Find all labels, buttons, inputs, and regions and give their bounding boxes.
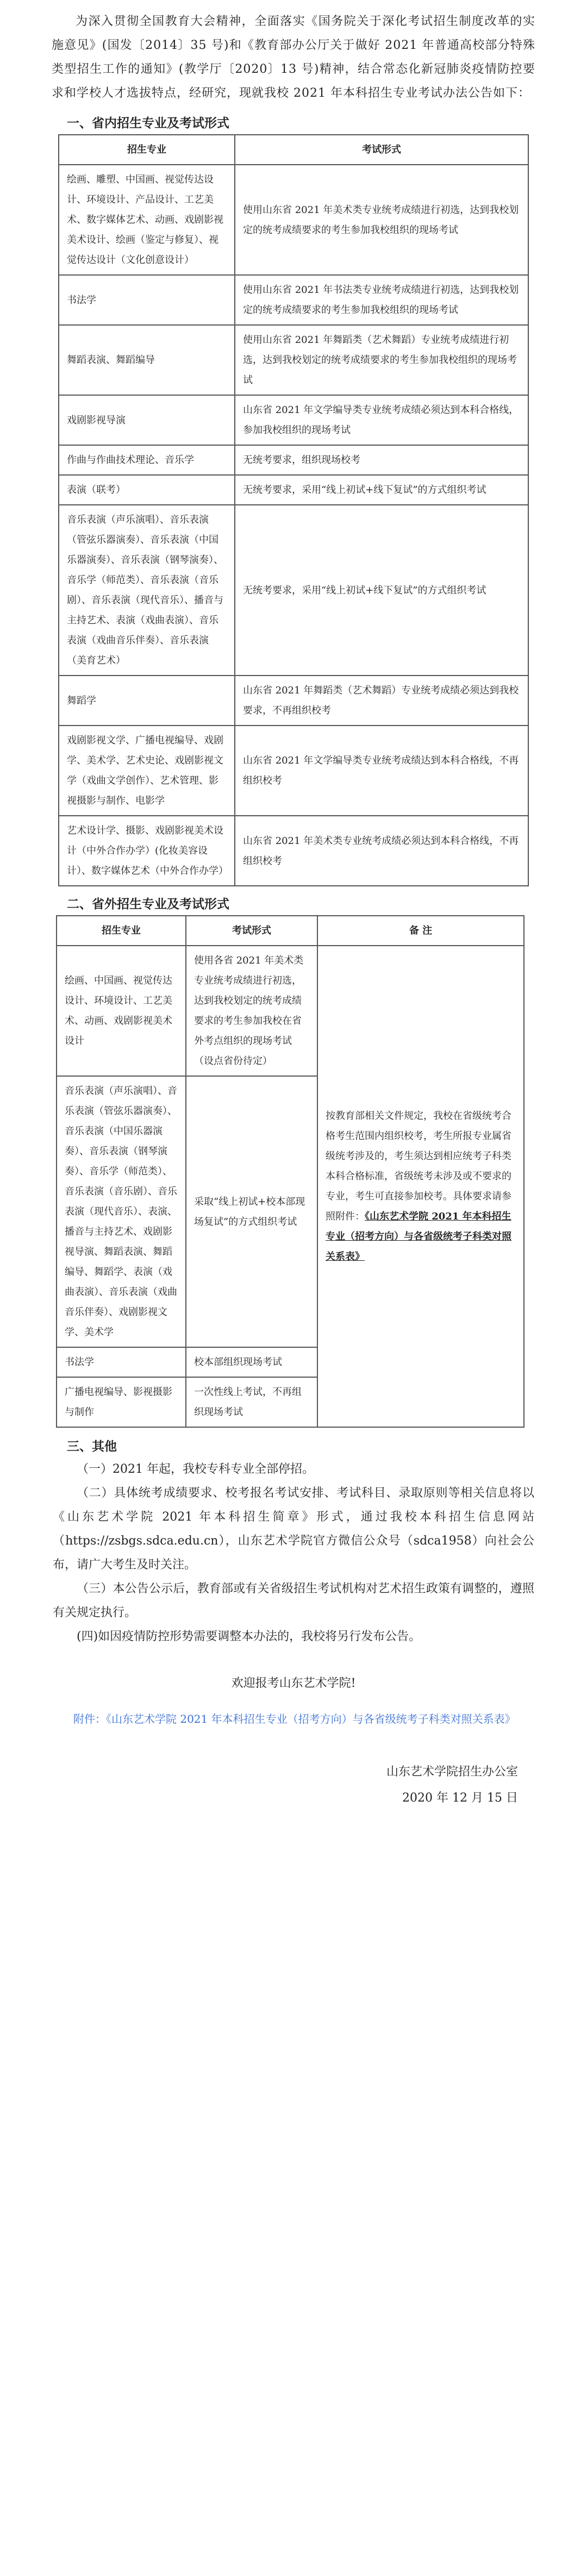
col-major-header: 招生专业 [57,916,186,946]
exam-cell: 无统考要求，采用“线上初试+线下复试”的方式组织考试 [235,475,528,505]
table-header-row [57,916,524,946]
section3-heading: 三、其他 [67,1439,117,1454]
other-item: (四)如因疫情防控形势需要调整本办法的，我校将另行发布公告。 [77,1630,421,1643]
table-row [59,275,528,325]
section1-heading: 一、省内招生专业及考试形式 [67,116,229,130]
major-cell: 作曲与作曲技术理论、音乐学 [59,445,235,475]
major-cell: 舞蹈学 [59,676,235,726]
signature-block [46,1759,518,1811]
table-row [59,726,528,816]
exam-cell: 无统考要求，采用“线上初试+线下复试”的方式组织考试 [235,505,528,676]
exam-cell: 山东省 2021 年美术类专业统考成绩必须达到本科合格线，不再组织校考 [235,816,528,886]
exam-cell: 无统考要求，组织现场校考 [235,445,528,475]
major-cell: 书法学 [57,1347,186,1377]
major-cell: 戏剧影视文学、广播电视编导、戏剧学、美术学、艺术史论、戏剧影视文学（戏曲文学创作）、艺术管理、影视摄影与制作、电影学 [59,726,235,816]
col-note-header: 备 注 [317,916,524,946]
signature-org: 山东艺术学院招生办公室 [386,1765,518,1779]
out-province-table [56,915,524,1428]
table-row [57,946,524,1076]
col-exam-header: 考试形式 [186,916,317,946]
table-row [59,676,528,726]
signature-date: 2020 年 12 月 15 日 [402,1791,518,1805]
attachment-link[interactable]: 附件：《山东艺术学院 2021 年本科招生专业（招考方向）与各省级统考子科类对照关系表》 [73,1712,516,1725]
col-major-header: 招生专业 [59,135,235,165]
exam-cell: 山东省 2021 年文学编导类专业统考成绩必须达到本科合格线，参加我校组织的现场考试 [235,395,528,445]
section3 [46,1436,541,1649]
major-cell: 绘画、中国画、视觉传达设计、环境设计、工艺美术、动画、戏剧影视美术设计 [57,946,186,1076]
exam-cell: 使用各省 2021 年美术类专业统考成绩进行初选，达到我校划定的统考成绩要求的考生参加我校在省外考点组织的现场考试（设点省份待定） [186,946,317,1076]
exam-cell: 山东省 2021 年舞蹈类（艺术舞蹈）专业统考成绩必须达到我校要求，不再组织校考 [235,676,528,726]
other-item: （三）本公告公示后，教育部或有关省级招生考试机构对艺术招生政策有调整的，遵照有关规定执行。 [53,1582,534,1620]
table-row [59,395,528,445]
table-row [59,165,528,275]
exam-cell: 山东省 2021 年文学编导类专业统考成绩达到本科合格线，不再组织校考 [235,726,528,816]
major-cell: 音乐表演（声乐演唱）、音乐表演（管弦乐器演奏）、音乐表演（中国乐器演奏）、音乐表演（钢琴演奏）、音乐学（师范类）、音乐表演（音乐剧）、音乐表演（现代音乐）、表演、播音与主持艺术、戏剧影视导演、舞蹈表演、舞蹈编导、舞蹈学、表演（戏曲表演）、音乐表演（戏曲音乐伴奏）、戏剧影视文学、美术学 [57,1076,186,1347]
exam-cell: 使用山东省 2021 年书法类专业统考成绩进行初选，达到我校划定的统考成绩要求的考生参加我校组织的现场考试 [235,275,528,325]
note-attachment-link[interactable]: 《山东艺术学院 2021 年本科招生专业（招考方向）与各省级统考子科类对照关系表》 [326,1211,511,1262]
major-cell: 戏剧影视导演 [59,395,235,445]
note-text: 按教育部相关文件规定，我校在省级统考合格考生范围内组织校考，考生所报专业属省级统考涉及的，考生须达到相应统考子科类本科合格标准，省级统考未涉及或不要求的专业，考生可直接参加校考。具体要求请参照附件： [326,1110,511,1222]
major-cell: 舞蹈表演、舞蹈编导 [59,325,235,395]
col-exam-header: 考试形式 [235,135,528,165]
table-row [59,325,528,395]
major-cell: 广播电视编导、影视摄影与制作 [57,1377,186,1427]
other-item: （二）具体统考成绩要求、校考报名考试安排、考试科目、录取原则等相关信息将以《山东艺术学院 2021 年本科招生简章》形式，通过我校本科招生信息网站（https://zsbgs.sdca.edu.cn），山东艺术学院官方微信公众号（sdca1958）向社会公布，请广大考生及时关注。 [53,1486,534,1572]
exam-cell: 使用山东省 2021 年舞蹈类（艺术舞蹈）专业统考成绩进行初选，达到我校划定的统考成绩要求的考生参加我校组织的现场考试 [235,325,528,395]
major-cell: 书法学 [59,275,235,325]
table-row [59,445,528,475]
note-cell [317,946,524,1427]
major-cell: 表演（联考） [59,475,235,505]
table-row [59,505,528,676]
table-header-row [59,135,528,165]
welcome-text: 欢迎报考山东艺术学院! [231,1677,356,1690]
major-cell: 艺术设计学、摄影、戏剧影视美术设计（中外合作办学）(化妆美容设计）、数字媒体艺术（中外合作办学） [59,816,235,886]
exam-cell: 使用山东省 2021 年美术类专业统考成绩进行初选，达到我校划定的统考成绩要求的考生参加我校组织的现场考试 [235,165,528,275]
exam-cell: 采取“线上初试+校本部现场复试”的方式组织考试 [186,1076,317,1347]
intro-paragraph: 为深入贯彻全国教育大会精神，全面落实《国务院关于深化考试招生制度改革的实施意见》(国发〔2014〕35 号)和《教育部办公厅关于做好 2021 年普通高校部分特殊类型招生工作的通知》(教学厅〔2020〕13 号)精神，结合常态化新冠肺炎疫情防控要求和学校人才选拔特点，经研究，现就我校 2021 年本科招生专业考试办法公告如下： [52,15,535,100]
major-cell: 绘画、雕塑、中国画、视觉传达设计、环境设计、产品设计、工艺美术、数字媒体艺术、动画、戏剧影视美术设计、绘画（鉴定与修复）、视觉传达设计（文化创意设计） [59,165,235,275]
exam-cell: 校本部组织现场考试 [186,1347,317,1377]
major-cell: 音乐表演（声乐演唱）、音乐表演（管弦乐器演奏）、音乐表演（中国乐器演奏）、音乐表演（钢琴演奏）、音乐学（师范类）、音乐表演（音乐剧）、音乐表演（现代音乐）、播音与主持艺术、表演（戏曲表演）、音乐表演（戏曲音乐伴奏）、音乐表演（美育艺术） [59,505,235,676]
document-page [0,10,587,2576]
exam-cell: 一次性线上考试，不再组织现场考试 [186,1377,317,1427]
in-province-table [58,134,529,886]
table-row [59,475,528,505]
other-item: （一）2021 年起，我校专科专业全部停招。 [77,1462,314,1476]
section2-heading: 二、省外招生专业及考试形式 [67,897,229,911]
table-row [59,816,528,886]
